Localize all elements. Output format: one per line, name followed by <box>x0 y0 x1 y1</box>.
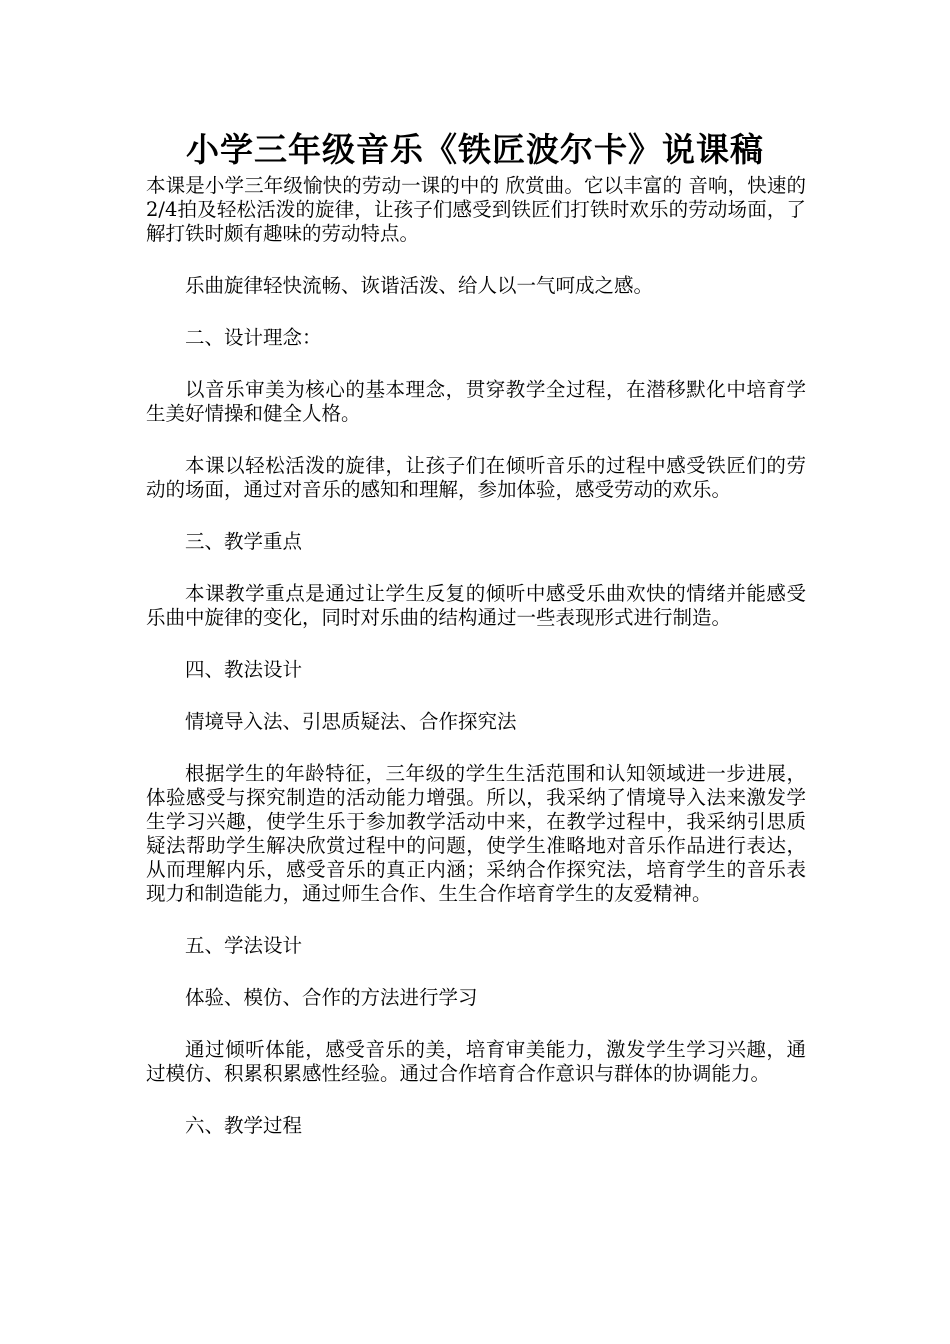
paragraph-method-list: 情境导入法、引思质疑法、合作探究法 <box>185 710 517 733</box>
paragraph-learning-detail: 通过倾听体能，感受音乐的美，培育审美能力，激发学生学习兴趣，通过模仿、积累积累感性经验。通过合作培育合作意识与群体的协调能力。 <box>146 1038 806 1085</box>
paragraph-teaching-focus: 本课教学重点是通过让学生反复的倾听中感受乐曲欢快的情绪并能感受乐曲中旋律的变化，同时对乐曲的结构通过一些表现形式进行制造。 <box>146 582 806 629</box>
paragraph-intro: 本课是小学三年级愉快的劳动一课的中的 欣赏曲。它以丰富的 音响，快速的2/4拍及轻松活泼的旋律，让孩子们感受到铁匠们打铁时欢乐的劳动场面，了解打铁时颇有趣味的劳动特点。 <box>146 174 806 245</box>
document-title: 小学三年级音乐《铁匠波尔卡》说课稿 <box>186 130 764 169</box>
section-heading-teaching-process: 六、教学过程 <box>185 1114 303 1137</box>
paragraph-design-concept: 以音乐审美为核心的基本理念，贯穿教学全过程，在潜移默化中培育学生美好情操和健全人格。 <box>146 378 806 425</box>
section-heading-teaching-methods: 四、教法设计 <box>185 658 303 681</box>
paragraph-learning-list: 体验、模仿、合作的方法进行学习 <box>185 986 478 1009</box>
document-body <box>146 174 806 1166</box>
paragraph-method-detail: 根据学生的年龄特征，三年级的学生生活范围和认知领域进一步进展，体验感受与探究制造的活动能力增强。所以，我采纳了情境导入法来激发学生学习兴趣，使学生乐于参加教学活动中来，在教学过程中，我采纳引思质疑法帮助学生解决欣赏过程中的问题，使学生准略地对音乐作品进行表达，从而理解内乐，感受音乐的真正内涵；采纳合作探究法，培育学生的音乐表现力和制造能力，通过师生合作、生生合作培育学生的友爱精神。 <box>146 762 806 905</box>
section-heading-teaching-focus: 三、教学重点 <box>185 530 303 553</box>
section-heading-design-concept: 二、设计理念： <box>185 326 322 349</box>
paragraph-melody: 乐曲旋律轻快流畅、诙谐活泼、给人以一气呵成之感。 <box>185 274 654 297</box>
section-heading-learning-methods: 五、学法设计 <box>185 934 303 957</box>
paragraph-lesson-approach: 本课以轻松活泼的旋律，让孩子们在倾听音乐的过程中感受铁匠们的劳动的场面，通过对音乐的感知和理解，参加体验，感受劳动的欢乐。 <box>146 454 806 501</box>
